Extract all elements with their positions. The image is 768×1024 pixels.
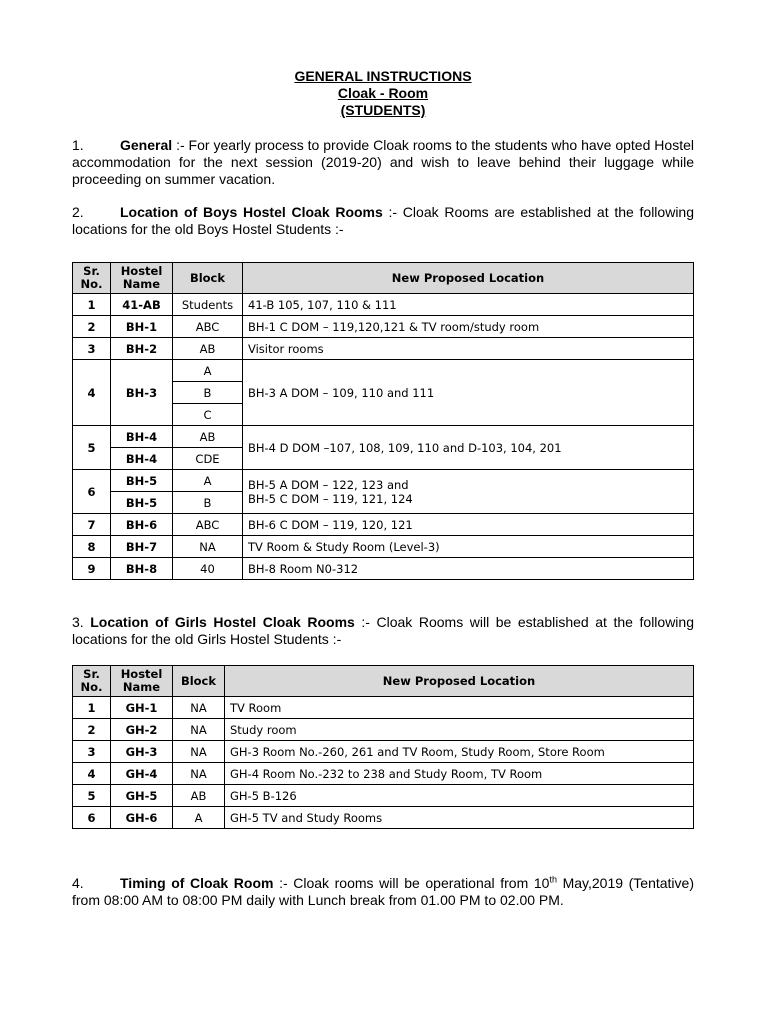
cell-location: 41-B 105, 107, 110 & 111 — [243, 294, 694, 316]
cell-block: NA — [173, 741, 225, 763]
column-header-sr: Sr. No. — [73, 263, 111, 294]
cell-hostel: GH-1 — [111, 697, 173, 719]
cell-sr: 3 — [73, 741, 111, 763]
table-row — [73, 719, 694, 741]
cell-block: NA — [173, 763, 225, 785]
table-row — [73, 536, 694, 558]
table-row — [73, 558, 694, 580]
title-line-2: Cloak - Room — [337, 85, 429, 101]
cell-hostel: BH-3 — [111, 360, 173, 426]
cell-block: AB — [173, 785, 225, 807]
cell-hostel: GH-6 — [111, 807, 173, 829]
cell-block: AB — [173, 338, 243, 360]
cell-block: ABC — [173, 514, 243, 536]
cell-block: ABC — [173, 316, 243, 338]
cell-sr: 1 — [73, 697, 111, 719]
ordinal-suffix: th — [549, 874, 557, 885]
cell-hostel: BH-4 — [111, 448, 173, 470]
cell-location — [243, 470, 694, 514]
table-row — [73, 338, 694, 360]
boys-hostel-table — [72, 262, 694, 580]
cell-sr: 1 — [73, 294, 111, 316]
section-text: :- Cloak Rooms will be established at the following locations for the old Girls Hostel Students :- — [72, 614, 694, 647]
table-row — [73, 741, 694, 763]
table-row — [73, 807, 694, 829]
section-heading: Location of Boys Hostel Cloak Rooms — [120, 204, 383, 220]
cell-hostel: BH-1 — [111, 316, 173, 338]
cell-sr: 2 — [73, 316, 111, 338]
cell-hostel: BH-7 — [111, 536, 173, 558]
table-header-row — [73, 263, 694, 294]
cell-hostel: GH-3 — [111, 741, 173, 763]
girls-hostel-table — [72, 665, 694, 829]
table-row — [73, 763, 694, 785]
cell-block: NA — [173, 536, 243, 558]
cell-hostel: BH-8 — [111, 558, 173, 580]
table-row — [73, 697, 694, 719]
section-heading: Location of Girls Hostel Cloak Rooms — [90, 614, 355, 630]
cell-block: CDE — [173, 448, 243, 470]
cell-location: GH-4 Room No.-232 to 238 and Study Room, TV Room — [225, 763, 694, 785]
cell-sr: 7 — [73, 514, 111, 536]
cell-location: GH-5 TV and Study Rooms — [225, 807, 694, 829]
cell-location: GH-5 B-126 — [225, 785, 694, 807]
cell-location: Study room — [225, 719, 694, 741]
table-row — [73, 360, 694, 382]
document-title — [72, 68, 694, 119]
cell-hostel: BH-4 — [111, 426, 173, 448]
cell-sr: 5 — [73, 785, 111, 807]
table-row — [73, 316, 694, 338]
section-girls-cloak-rooms — [72, 614, 694, 648]
section-general — [72, 137, 694, 188]
section-text: :- Cloak Rooms are established at the following locations for the old Boys Hostel Students :- — [72, 204, 694, 237]
cell-hostel: 41-AB — [111, 294, 173, 316]
column-header-hostel: Hostel Name — [111, 263, 173, 294]
section-heading: Timing of Cloak Room — [120, 875, 274, 891]
section-text: May,2019 (Tentative) from 08:00 AM to 08:00 PM daily with Lunch break from 01.00 PM to 02.00 PM. — [72, 875, 694, 908]
cell-hostel: GH-5 — [111, 785, 173, 807]
section-text: :- For yearly process to provide Cloak rooms to the students who have opted Hostel accommodation for the next session (2019-20) and wish to leave behind their luggage while proceeding on summer vacation. — [72, 137, 694, 187]
cell-block: C — [173, 404, 243, 426]
table-row — [73, 426, 694, 448]
cell-block: A — [173, 807, 225, 829]
section-heading: General — [120, 137, 173, 153]
cell-block: AB — [173, 426, 243, 448]
table-header-row — [73, 666, 694, 697]
cell-sr: 2 — [73, 719, 111, 741]
section-number: 4. — [72, 875, 84, 891]
location-line: BH-5 A DOM – 122, 123 and — [248, 477, 409, 492]
document-page — [72, 68, 694, 909]
cell-location: BH-8 Room N0-312 — [243, 558, 694, 580]
cell-location: BH-1 C DOM – 119,120,121 & TV room/study room — [243, 316, 694, 338]
section-number: 3. — [72, 614, 84, 630]
cell-sr: 4 — [73, 360, 111, 426]
cell-location: TV Room & Study Room (Level-3) — [243, 536, 694, 558]
cell-location: TV Room — [225, 697, 694, 719]
title-line-3: (STUDENTS) — [340, 102, 426, 118]
section-number: 1. — [72, 137, 84, 153]
table-row — [73, 470, 694, 492]
cell-location: GH-3 Room No.-260, 261 and TV Room, Study Room, Store Room — [225, 741, 694, 763]
cell-block: NA — [173, 697, 225, 719]
section-timing — [72, 875, 694, 909]
cell-location: BH-6 C DOM – 119, 120, 121 — [243, 514, 694, 536]
cell-location: Visitor rooms — [243, 338, 694, 360]
cell-sr: 5 — [73, 426, 111, 470]
cell-hostel: BH-5 — [111, 492, 173, 514]
cell-hostel: GH-2 — [111, 719, 173, 741]
cell-location: BH-3 A DOM – 109, 110 and 111 — [243, 360, 694, 426]
column-header-hostel: Hostel Name — [111, 666, 173, 697]
cell-hostel: BH-5 — [111, 470, 173, 492]
cell-hostel: BH-2 — [111, 338, 173, 360]
cell-sr: 6 — [73, 470, 111, 514]
cell-block: Students — [173, 294, 243, 316]
cell-sr: 9 — [73, 558, 111, 580]
cell-block: 40 — [173, 558, 243, 580]
table-row — [73, 294, 694, 316]
section-boys-cloak-rooms — [72, 204, 694, 238]
table-row — [73, 514, 694, 536]
column-header-location: New Proposed Location — [225, 666, 694, 697]
cell-block: B — [173, 492, 243, 514]
cell-hostel: GH-4 — [111, 763, 173, 785]
column-header-block: Block — [173, 666, 225, 697]
column-header-location: New Proposed Location — [243, 263, 694, 294]
cell-block: NA — [173, 719, 225, 741]
table-row — [73, 785, 694, 807]
location-line: BH-5 C DOM – 119, 121, 124 — [248, 491, 413, 506]
cell-sr: 4 — [73, 763, 111, 785]
cell-sr: 3 — [73, 338, 111, 360]
cell-block: A — [173, 470, 243, 492]
cell-sr: 6 — [73, 807, 111, 829]
title-line-1: GENERAL INSTRUCTIONS — [294, 68, 472, 84]
cell-block: B — [173, 382, 243, 404]
column-header-sr: Sr. No. — [73, 666, 111, 697]
cell-sr: 8 — [73, 536, 111, 558]
cell-location: BH-4 D DOM –107, 108, 109, 110 and D-103, 104, 201 — [243, 426, 694, 470]
section-number: 2. — [72, 204, 84, 220]
column-header-block: Block — [173, 263, 243, 294]
cell-block: A — [173, 360, 243, 382]
section-text: :- Cloak rooms will be operational from 10 — [273, 875, 550, 891]
cell-hostel: BH-6 — [111, 514, 173, 536]
